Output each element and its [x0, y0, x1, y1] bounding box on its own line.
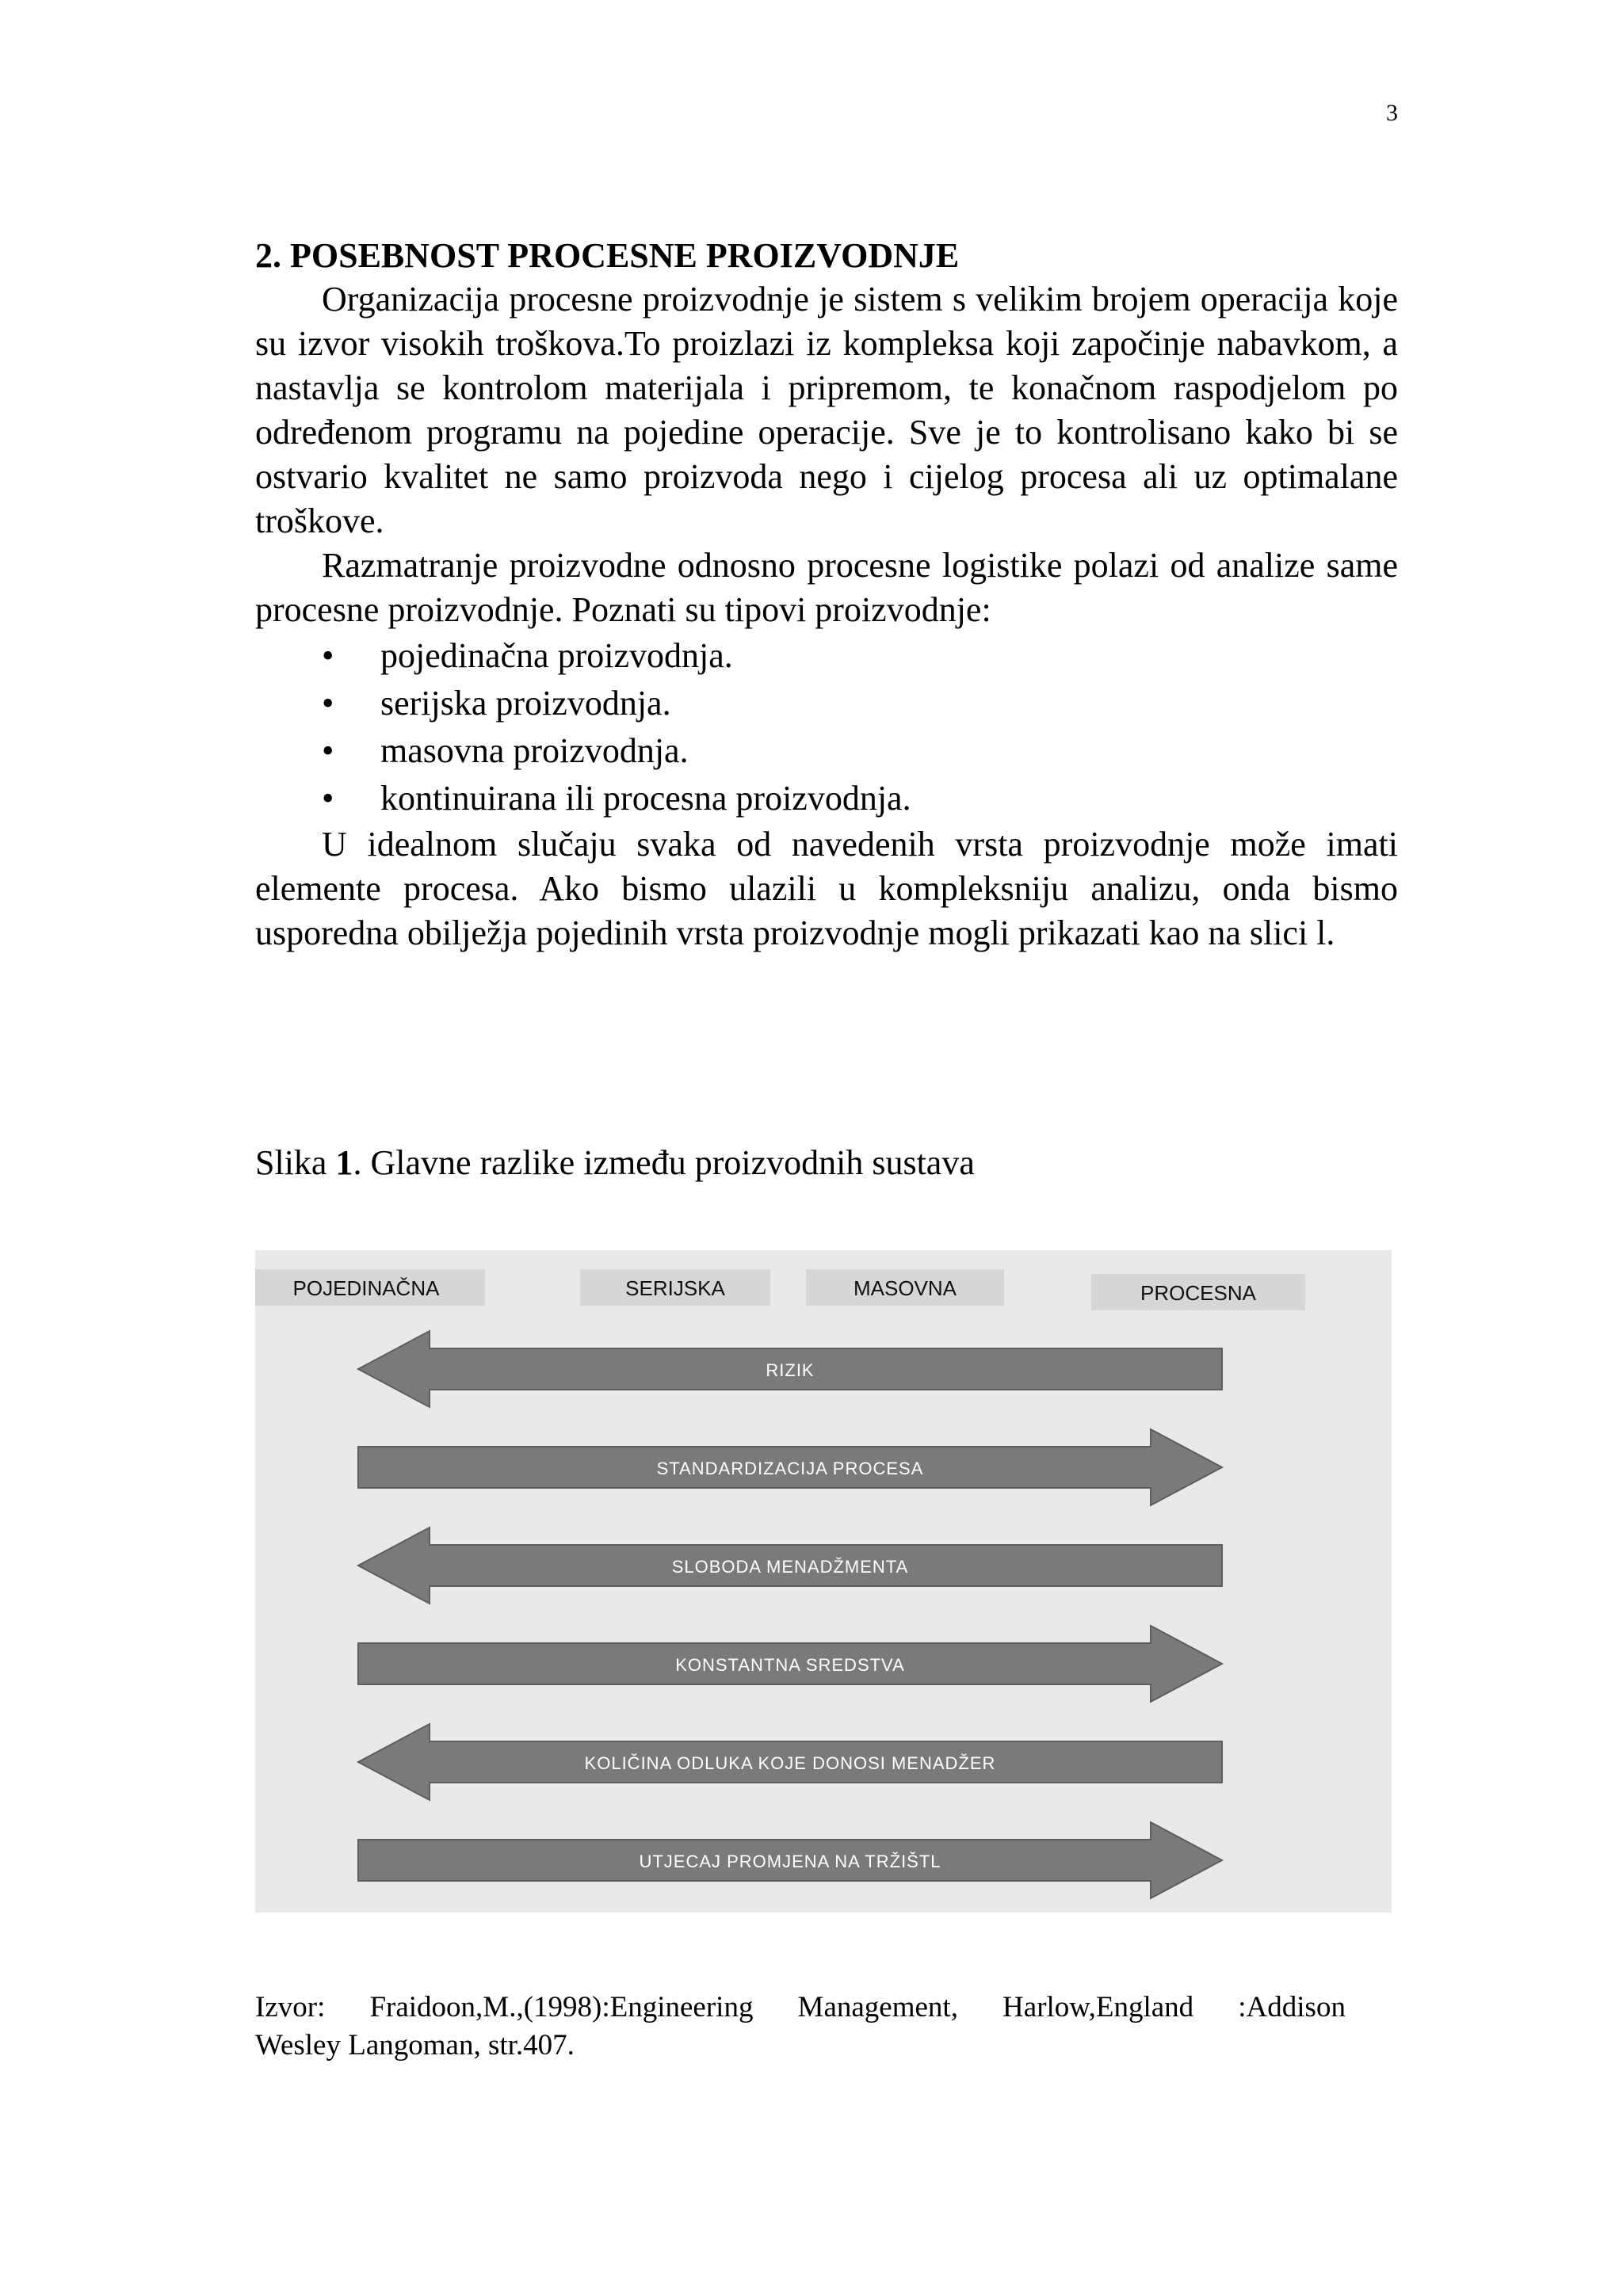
production-types-list [255, 632, 1398, 822]
column-label: SERIJSKA [625, 1276, 725, 1300]
list-item-text: pojedinačna proizvodnja. [380, 636, 733, 675]
list-item [255, 632, 1398, 680]
arrow-diagram [255, 1250, 1392, 1913]
source-word: Fraidoon,M.,(1998):Engineering [369, 1991, 754, 2023]
arrow-label: SLOBODA MENADŽMENTA [671, 1557, 909, 1577]
main-text [255, 235, 1398, 955]
arrow-label: KOLIČINA ODLUKA KOJE DONOSI MENADŽER [584, 1753, 996, 1773]
source-word: Harlow,England [1002, 1991, 1194, 2023]
source-line-2: Wesley Langoman, str.407. [255, 2029, 575, 2061]
list-item [255, 680, 1398, 727]
list-item [255, 727, 1398, 775]
list-item-text: masovna proizvodnja. [380, 731, 689, 770]
arrow-label: KONSTANTNA SREDSTVA [675, 1655, 905, 1675]
paragraph-3: U idealnom slučaju svaka od navedenih vrsta proizvodnje može imati elemente procesa. Ako bismo ulazili u kompleksniju analizu, onda bismo usporedna obilježja pojedinih vrsta proizvodnje mogli prikazati kao na slici l. [255, 825, 1398, 952]
paragraph-1: Organizacija procesne proizvodnje je sistem s velikim brojem operacija koje su izvor visokih troškova.To proizlazi iz kompleksa koji započinje nabavkom, a nastavlja se kontrolom materijala i pripremom, te konačnom raspodjelom po određenom programu na pojedine operacije. Sve je to kontrolisano kako bi se ostvario kvalitet ne samo proizvoda nego i cijelog procesa ali uz optimalane troškove. [255, 280, 1398, 540]
source-word: Izvor: [255, 1991, 326, 2023]
arrow-label: UTJECAJ PROMJENA NA TRŽIŠTL [639, 1852, 941, 1871]
bullet-glyph: • [322, 684, 334, 723]
list-item [255, 775, 1398, 822]
caption-text: . Glavne razlike između proizvodnih sustava [353, 1143, 975, 1182]
page-number: 3 [1386, 100, 1398, 126]
source-line-1 [255, 1989, 1346, 2027]
source-citation [255, 1989, 1346, 2065]
column-label: POJEDINAČNA [292, 1276, 440, 1300]
source-word: Management, [797, 1991, 958, 2023]
list-item-text: kontinuirana ili procesna proizvodnja. [380, 779, 911, 818]
caption-prefix: Slika [255, 1143, 336, 1182]
column-label: PROCESNA [1140, 1281, 1256, 1305]
paragraph-2: Razmatranje proizvodne odnosno procesne logistike polazi od analize same procesne proizvodnje. Poznati su tipovi proizvodnje: [255, 546, 1398, 629]
section-heading: 2. POSEBNOST PROCESNE PROIZVODNJE [255, 236, 960, 275]
figure-diagram [255, 1250, 1392, 1913]
list-item-text: serijska proizvodnja. [380, 684, 671, 723]
caption-number: 1 [335, 1143, 353, 1182]
arrow-label: STANDARDIZACIJA PROCESA [656, 1459, 924, 1478]
figure-caption [255, 1141, 975, 1185]
bullet-glyph: • [322, 731, 334, 770]
bullet-glyph: • [322, 779, 334, 818]
bullet-glyph: • [322, 636, 334, 675]
column-label: MASOVNA [853, 1276, 957, 1300]
source-word: :Addison [1238, 1991, 1346, 2023]
arrow-label: RIZIK [766, 1360, 815, 1380]
